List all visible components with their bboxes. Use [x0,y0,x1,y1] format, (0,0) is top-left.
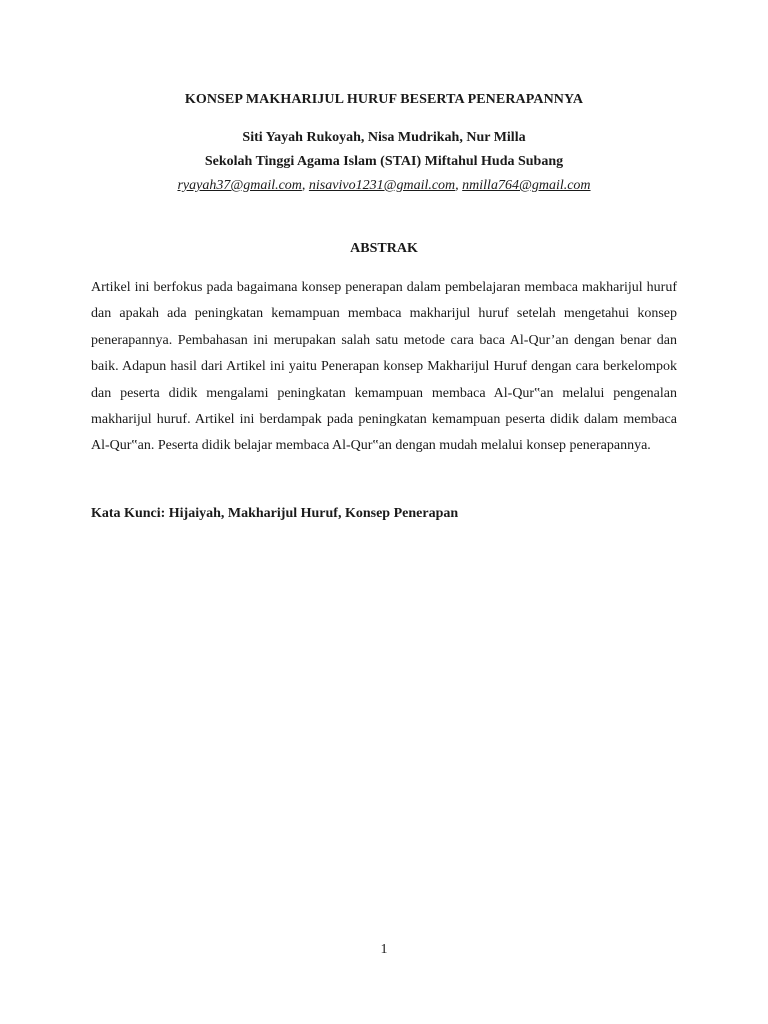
page-number: 1 [380,942,388,957]
email-link-1[interactable]: ryayah37@gmail.com [177,178,302,193]
author-affiliation: Sekolah Tinggi Agama Islam (STAI) Miftahul Huda Subang [204,154,564,169]
email-separator: , [455,178,463,193]
abstract-heading: ABSTRAK [350,241,418,256]
keywords-line: Kata Kunci: Hijaiyah, Makharijul Huruf, Konsep Penerapan [91,506,459,521]
author-list: Siti Yayah Rukoyah, Nisa Mudrikah, Nur Milla [242,130,526,145]
paper-title: KONSEP MAKHARIJUL HURUF BESERTA PENERAPANNYA [184,92,584,107]
abstract-body [91,275,677,460]
email-separator: , [301,178,309,193]
abstract-paragraph: Artikel ini berfokus pada bagaimana konsep penerapan dalam pembelajaran membaca makharijul huruf dan apakah ada peningkatan kemampuan membaca makharijul huruf setelah mengetahui konsep penerapannya. Pembahasan ini merupakan salah satu metode cara baca Al-Qur’an dengan benar dan baik. Adapun hasil dari Artikel ini yaitu Penerapan konsep Makharijul Huruf dengan cara berkelompok dan peserta didik mengalami peningkatan kemampuan membaca Al-Qur‟an melalui pengenalan makharijul huruf. Artikel ini berdampak pada peningkatan kemampuan peserta didik dalam membaca Al-Qur‟an. Peserta didik belajar membaca Al-Qur‟an dengan mudah melalui konsep penerapannya. [91,280,677,454]
author-emails [0,178,768,194]
email-link-3[interactable]: nmilla764@gmail.com [462,178,591,193]
email-link-2[interactable]: nisavivo1231@gmail.com [308,178,456,193]
